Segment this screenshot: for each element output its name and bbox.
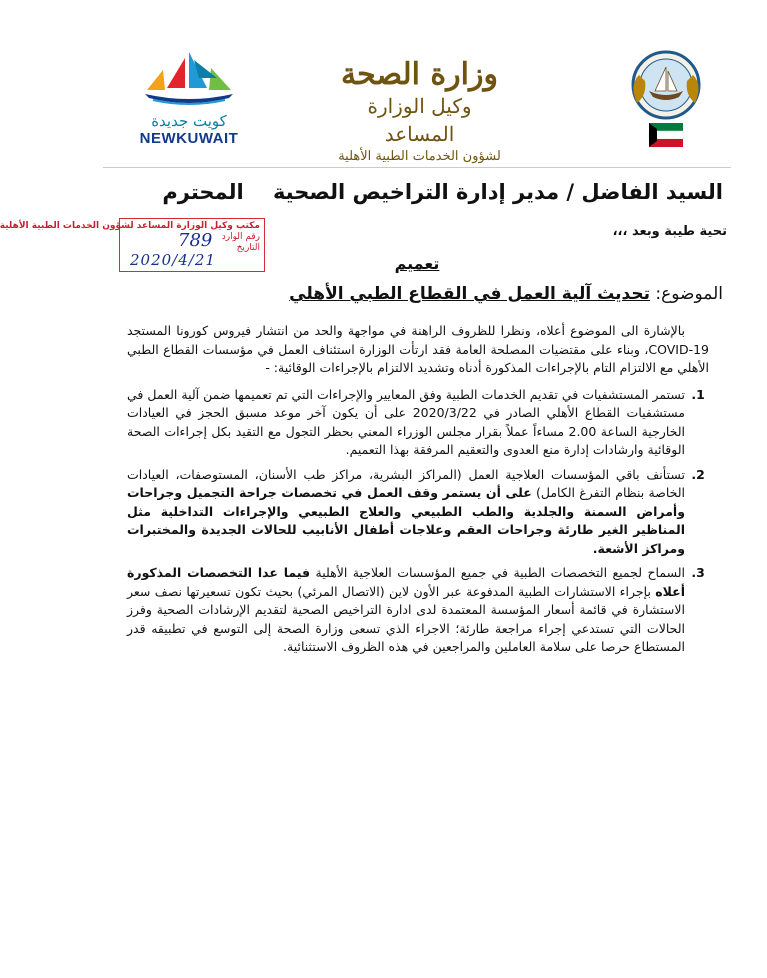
- list-item: [127, 386, 687, 460]
- item-3-bold-text: فيما عدا التخصصات المذكورة أعلاه: [127, 565, 685, 599]
- item-2-text: تستأنف باقي المؤسسات العلاجية العمل (المراكز البشرية، مراكز طب الأسنان، المستوصفات، العيادات الخاصة بنظام التفرغ الكامل): [127, 466, 685, 500]
- stamp-number-label: رقم الوارد: [221, 232, 260, 242]
- state-emblem-icon: [627, 45, 705, 163]
- letterhead: [67, 0, 767, 190]
- kuwait-emblem: [627, 45, 705, 163]
- list-item: [127, 564, 687, 657]
- letter-body: [127, 322, 709, 663]
- procedures-list: [127, 386, 709, 657]
- greeting: تحية طيبة وبعد ،،،: [612, 224, 727, 239]
- subject-label: الموضوع:: [655, 284, 723, 304]
- item-2-bold-text: على أن يستمر وقف العمل في تخصصات جراحة التجميل وجراحات وأمراض السمنة والجلدية والطب الطبيعي والعلاج الطبيعي والإجراءات التداخلية مثل المناظير الغير طارئة وجراحات العقم وعلاجات أطفال الأنابيب للحالات الجديدة والمختبرات ومراكز الأشعة.: [127, 485, 685, 556]
- recipient-line: السيد الفاضل / مدير إدارة التراخيص الصحية المحترم: [162, 180, 723, 204]
- intro-paragraph: بالإشارة الى الموضوع أعلاه، ونظرا للظروف الراهنة في مواجهة والحد من انتشار فيروس كورونا المستجد COVID-19، وبناء على مقتضيات المصلحة العامة فقد ارتأت الوزارة استئناف العمل في مؤسسات القطاع الطبي الأهلي مع الالتزام التام بالإجراءات المذكورة أدناه وتشديد الالتزام بالإجراءات الوقائية: -: [127, 323, 709, 375]
- stamp-date-label: التاريخ: [236, 243, 260, 253]
- header-divider: [103, 167, 731, 168]
- subject-line: [289, 284, 723, 304]
- item-3-rest-text: بإجراء الاستشارات الطبية المدفوعة عبر الأون لاين (الاتصال المرئي) بحيث تكون تسعيرتها نصف سعر الاستشارة في قائمة أسعار المؤسسة المعتمدة لدى ادارة التراخيص الصحية لتقديم الإرشادات الصحية وفرز الحالات التي تستدعي إجراء مراجعة طارئة؛ الاجراء الذي تسعى وزارة الصحة إلى التوسع في تطبيقه قدر المستطاع حرصا على سلامة العاملين والمراجعين في هذه الظروف الاستثنائية.: [127, 583, 685, 654]
- brand-arabic: كويت جديدة: [151, 112, 227, 130]
- department-name: لشؤون الخدمات الطبية الأهلية: [338, 149, 501, 164]
- ministry-calligraphy: [332, 58, 507, 166]
- stamp-number-value: 789: [178, 230, 213, 251]
- item-3-text: السماح لجميع التخصصات الطبية في جميع المؤسسات العلاجية الأهلية: [310, 565, 686, 580]
- stamp-date-value: 2020/4/21: [130, 251, 216, 269]
- undersecretary-title: وكيل الوزارة المساعد: [367, 94, 472, 146]
- ministry-name: وزارة الصحة: [341, 57, 498, 92]
- stamp-title: مكتب وكيل الوزارة المساعد لشؤون الخدمات الطبية الأهلية: [0, 221, 260, 231]
- item-1-text: تستمر المستشفيات في تقديم الخدمات الطبية وفق المعايير والإجراءات التي تم تعميمها ضمن آلية العمل في مستشفيات القطاع الأهلي الصادر في 2020/3/22 على أن يكون آخر موعد مسبق الحجز في العيادات الخارجية الساعة 2.00 مساءاً عملاً بقرار مجلس الوزراء المعني بحظر التجول مع التقيد بكل إجراءات الصحة الوقائية وارشادات إدارة منع العدوى والتعقيم المرفقة بهذا التعميم.: [127, 386, 685, 457]
- new-kuwait-logo: [129, 48, 249, 147]
- list-item: [127, 466, 687, 559]
- brand-english: NEWKUWAIT: [139, 130, 239, 147]
- sail-logo-icon: [139, 48, 239, 106]
- document-title: تعميم: [394, 254, 440, 273]
- subject-text: تحديث آلية العمل في القطاع الطبي الأهلي: [289, 284, 650, 304]
